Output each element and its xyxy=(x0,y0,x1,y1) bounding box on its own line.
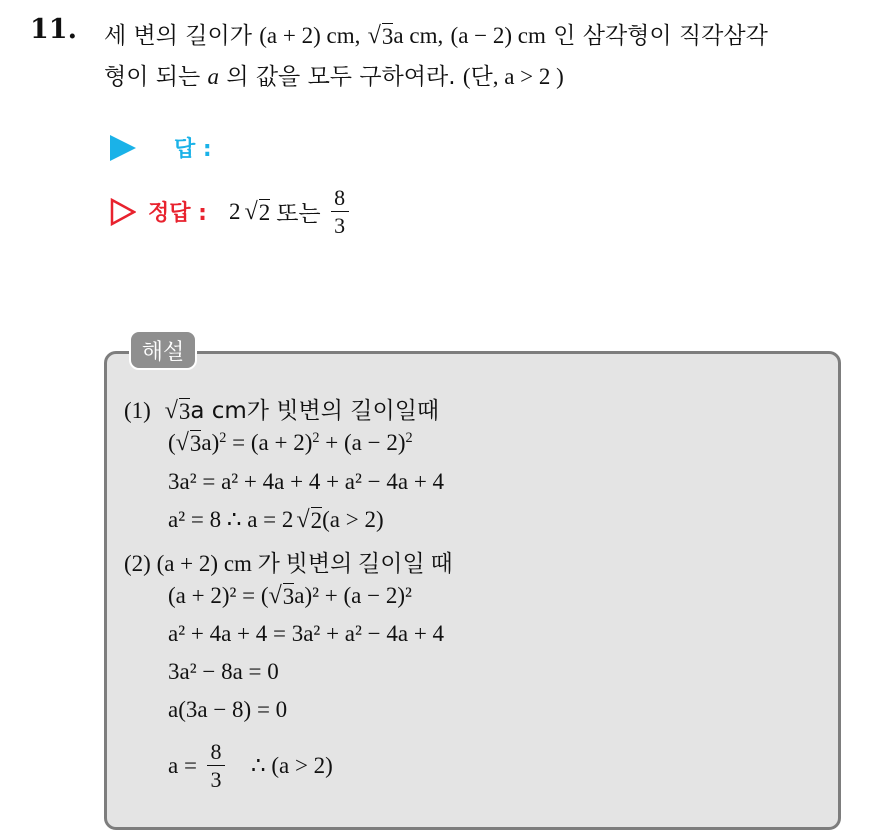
sqrt-expression: √ 2 xyxy=(244,197,271,226)
question-condition: (단, a > 2 ) xyxy=(462,64,564,89)
question-text: 의 값을 모두 구하여라. xyxy=(226,64,456,90)
case2-equation-2: a² + 4a + 4 = 3a² + a² − 4a + 4 xyxy=(168,621,445,646)
case2-heading: (2) (a + 2) cm 가 빗변의 길이일 때 xyxy=(124,551,453,576)
question-text: 형이 되는 xyxy=(104,64,201,90)
eq-part: a = xyxy=(168,752,197,778)
case1-equation-1: ( √ 3 $a)^2 = (a + 2)^2 + (a - 2)^2$ xyxy=(168,429,413,457)
sqrt-expression: √ 2 xyxy=(296,506,323,534)
case1-heading xyxy=(124,392,439,425)
eq-part: ∴ (a > 2) xyxy=(250,752,333,778)
length-1: (a + 2) cm, xyxy=(259,23,361,48)
eq-part: = (a + 2) xyxy=(226,430,313,455)
sqrt-radicand: 3 xyxy=(381,24,394,50)
sqrt-expression: √ 3 xyxy=(367,22,394,50)
solution-or: 또는 xyxy=(276,201,321,228)
question-number: 11. xyxy=(30,14,77,45)
question-text: 인 삼각형이 직각삼각 xyxy=(553,23,768,49)
eq-part: a)² + (a − 2)² xyxy=(294,583,412,608)
solution-coef: 2 xyxy=(228,198,241,224)
answer-label: 답 : xyxy=(174,137,212,162)
play-arrow-icon xyxy=(110,135,136,161)
outline-arrow-icon xyxy=(110,198,136,226)
sqrt-expression: √ 3 xyxy=(268,582,295,610)
case1-equation-3 xyxy=(168,507,384,533)
sqrt-radicand: 2 xyxy=(258,200,271,226)
sqrt-expression: √ 3 xyxy=(175,429,202,457)
case2-equation-4: a(3a − 8) = 0 xyxy=(168,697,288,722)
solution-row xyxy=(110,186,349,237)
variable-a: a xyxy=(207,64,219,89)
fraction-denominator: 3 xyxy=(334,213,346,239)
question-line-1 xyxy=(104,17,768,50)
fraction-numerator: 8 xyxy=(210,739,222,764)
sqrt-radicand: 2 xyxy=(310,508,323,534)
sqrt-radicand: 3 xyxy=(178,399,191,425)
eq-part: (a + 2)² = ( xyxy=(168,583,269,608)
fraction xyxy=(207,740,225,791)
case2-equation-3: 3a² − 8a = 0 xyxy=(168,659,279,684)
answer-row xyxy=(110,132,212,163)
explanation-tag: 해설 xyxy=(129,330,197,370)
case1-equation-2: 3a² = a² + 4a + 4 + a² − 4a + 4 xyxy=(168,469,445,494)
fraction-numerator: 8 xyxy=(334,185,346,210)
solution-value xyxy=(229,186,349,237)
case-number: (1) xyxy=(124,398,151,423)
case2-equation-5 xyxy=(168,740,333,791)
case-text: a cm가 빗변의 길이일때 xyxy=(190,398,440,424)
case2-equation-1 xyxy=(168,583,412,609)
sqrt-radicand: 3 xyxy=(282,584,295,610)
sqrt-expression: √ 3 xyxy=(164,397,191,425)
fraction xyxy=(331,186,349,237)
eq-part: a) xyxy=(201,430,220,455)
length-3: (a − 2) cm xyxy=(450,23,546,48)
eq-part: ( xyxy=(168,430,176,455)
question-line-2 xyxy=(104,58,564,91)
eq-part: a² = 8 ∴ a = 2 xyxy=(168,507,294,532)
solution-label: 정답 : xyxy=(148,201,207,227)
sqrt-radicand: 3 xyxy=(189,431,202,457)
eq-part: (a > 2) xyxy=(322,507,384,532)
length-2-rest: a cm, xyxy=(393,23,444,48)
question-text: 세 변의 길이가 xyxy=(104,23,252,49)
fraction-denominator: 3 xyxy=(210,767,222,793)
eq-part: + (a − 2) xyxy=(319,430,406,455)
